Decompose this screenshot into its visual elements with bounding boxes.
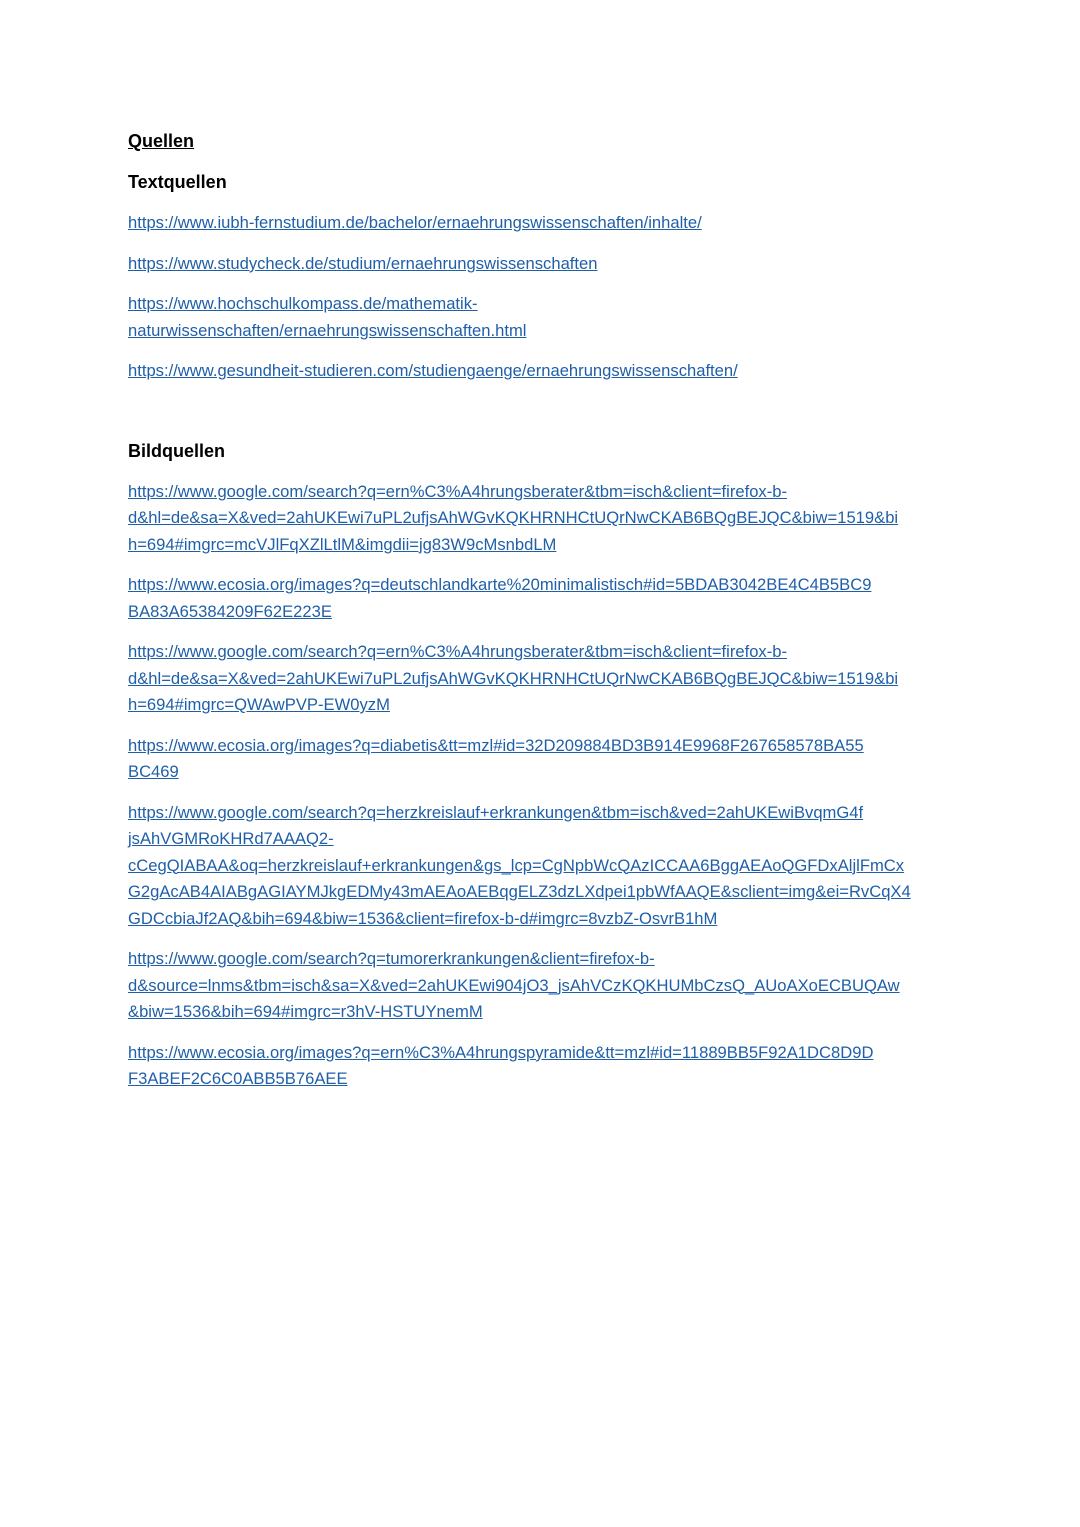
image-sources-heading: Bildquellen bbox=[128, 440, 226, 461]
image-source-link-4[interactable] bbox=[128, 733, 958, 786]
link-text-line: cCegQIABAA&oq=herzkreislauf+erkrankungen&gs_lcp=CgNpbWcQAzICCAA6BggAEAoQGFDxAljlFmCx bbox=[128, 855, 905, 875]
link-text-line: GDCcbiaJf2AQ&bih=694&biw=1536&client=firefox-b-d#imgrc=8vzbZ-OsvrB1hM bbox=[128, 908, 718, 928]
image-source-link-7[interactable] bbox=[128, 1040, 958, 1093]
link-text-line: jsAhVGMRoKHRd7AAAQ2- bbox=[128, 829, 334, 848]
page-title: Quellen bbox=[128, 131, 195, 151]
link-text-line: https://www.google.com/search?q=herzkreislauf+erkrankungen&tbm=isch&ved=2ahUKEwiBvqmG4f bbox=[128, 802, 864, 822]
link-text-line: https://www.hochschulkompass.de/mathematik- bbox=[128, 294, 478, 313]
link-text-line: naturwissenschaften/ernaehrungswissenschaften.html bbox=[128, 320, 527, 340]
link-text-line: https://www.iubh-fernstudium.de/bachelor/ernaehrungswissenschaften/inhalte/ bbox=[128, 213, 702, 232]
link-text-line: https://www.gesundheit-studieren.com/studiengaenge/ernaehrungswissenschaften/ bbox=[128, 361, 738, 380]
image-source-link-6[interactable] bbox=[128, 946, 958, 1026]
link-text-line: d&source=lnms&tbm=isch&sa=X&ved=2ahUKEwi904jO3_jsAhVCzKQKHUMbCzsQ_AUoAXoECBUQAw bbox=[128, 975, 900, 995]
link-text-line: https://www.ecosia.org/images?q=diabetis&tt=mzl#id=32D209884BD3B914E9968F267658578BA55 bbox=[128, 735, 864, 755]
link-text-line: h=694#imgrc=QWAwPVP-EW0yzM bbox=[128, 695, 390, 714]
link-text-line: https://www.ecosia.org/images?q=deutschlandkarte%20minimalistisch#id=5BDAB3042BE4C4B5BC9 bbox=[128, 575, 872, 594]
image-source-link-3[interactable] bbox=[128, 639, 958, 719]
image-sources-list bbox=[128, 479, 958, 1093]
text-source-link-2[interactable] bbox=[128, 251, 958, 278]
document-page bbox=[128, 128, 958, 1107]
link-text-line: G2gAcAB4AIABgAGIAYMJkgEDMy43mAEAoAEBqgELZ3dzLXdpei1pbWfAAQE&sclient=img&ei=RvCqX4 bbox=[128, 882, 911, 901]
link-text-line: d&hl=de&sa=X&ved=2ahUKEwi7uPL2ufjsAhWGvKQKHRNHCtUQrNwCKAB6BQgBEJQC&biw=1519&bi bbox=[128, 508, 899, 527]
link-text-line: https://www.ecosia.org/images?q=ern%C3%A4hrungspyramide&tt=mzl#id=11889BB5F92A1DC8D9D bbox=[128, 1042, 874, 1062]
link-text-line: https://www.google.com/search?q=ern%C3%A4hrungsberater&tbm=isch&client=firefox-b- bbox=[128, 642, 788, 661]
link-text-line: BA83A65384209F62E223E bbox=[128, 601, 332, 621]
image-source-link-5[interactable] bbox=[128, 800, 958, 933]
image-source-link-1[interactable] bbox=[128, 479, 958, 559]
link-text-line: https://www.studycheck.de/studium/ernaehrungswissenschaften bbox=[128, 253, 598, 273]
link-text-line: https://www.google.com/search?q=ern%C3%A4hrungsberater&tbm=isch&client=firefox-b- bbox=[128, 481, 788, 501]
text-source-link-3[interactable] bbox=[128, 291, 958, 344]
link-text-line: d&hl=de&sa=X&ved=2ahUKEwi7uPL2ufjsAhWGvKQKHRNHCtUQrNwCKAB6BQgBEJQC&biw=1519&bi bbox=[128, 668, 899, 688]
text-sources-list bbox=[128, 210, 958, 385]
text-source-link-1[interactable] bbox=[128, 210, 958, 237]
text-source-link-4[interactable] bbox=[128, 358, 958, 385]
link-text-line: F3ABEF2C6C0ABB5B76AEE bbox=[128, 1069, 348, 1088]
text-sources-heading: Textquellen bbox=[128, 172, 227, 192]
link-text-line: BC469 bbox=[128, 762, 179, 781]
link-text-line: https://www.google.com/search?q=tumorerkrankungen&client=firefox-b- bbox=[128, 949, 655, 968]
link-text-line: h=694#imgrc=mcVJlFqXZlLtlM&imgdii=jg83W9cMsnbdLM bbox=[128, 534, 557, 554]
image-source-link-2[interactable] bbox=[128, 572, 958, 625]
link-text-line: &biw=1536&bih=694#imgrc=r3hV-HSTUYnemM bbox=[128, 1002, 483, 1021]
